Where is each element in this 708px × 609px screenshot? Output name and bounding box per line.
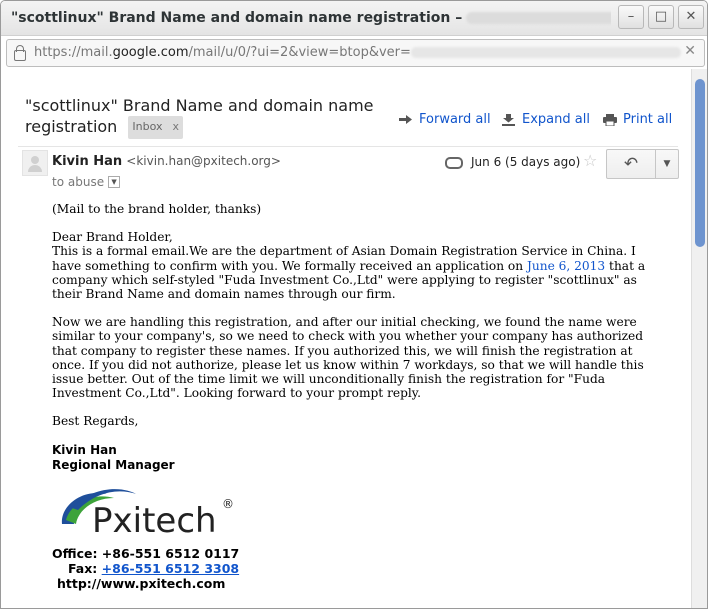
message-view [1,69,691,609]
website: http://www.pxitech.com [57,576,226,591]
maximize-button[interactable]: □ [648,5,674,29]
logo-text: Pxitech [92,501,217,538]
date-link[interactable]: June 6, 2013 [526,258,606,273]
fax-link[interactable]: +86-551 6512 3308 [101,561,240,576]
message-date: Jun 6 (5 days ago) [471,155,581,169]
company-logo [52,480,242,538]
recipient-line[interactable]: to abuse ▼ [52,175,120,189]
expand-icon [502,114,515,125]
paperclip-icon [445,157,463,169]
expand-all-button[interactable]: Expand all [502,112,590,127]
arrow-right-icon [399,114,412,125]
fax-line: Fax: +86-551 6512 3308 [68,561,240,576]
message-body [52,202,662,473]
address-bar[interactable] [6,39,705,67]
paragraph-2: Now we are handling this registration, and after our initial checking, we found the name were similar to your company's, so we need to check with you whether your company has authorized that company to register these names. If you authorized this, we will finish the registration at once. If you did not authorize, please let us know within 7 workdays, so that we will handle this issue better. Out of the time limit we will unconditionally finish the registration for "Fuda Investment Co.,Ltd". Looking forward to your prompt reply. [52,315,644,401]
inbox-label[interactable]: Inbox x [128,116,183,139]
signature-role: Regional Manager [52,457,175,472]
redacted-url [411,47,681,58]
sender[interactable] [52,154,281,169]
paragraph-1: This is a formal email.We are the department of Asian Domain Registration Service in China. I have something to confirm with you. We formally received an application on June 6, 2013 that a company which self-styled "Fuda Investment Co.,Ltd" were applying to register "scottlinux" as their Brand Name and domain names through our firm. [52,244,646,302]
window-title: "scottlinux" Brand Name and domain name registration – [11,10,611,26]
star-icon[interactable]: ☆ [583,151,598,170]
divider [18,146,678,147]
intro-line: (Mail to the brand holder, thanks) [52,202,262,216]
chevron-down-icon[interactable]: ▼ [108,176,120,188]
scrollbar-thumb[interactable] [695,79,705,247]
redacted-email [466,12,611,24]
printer-icon [603,114,616,125]
title-bar[interactable] [1,1,707,36]
sender-email: <kivin.han@pxitech.org> [126,154,281,168]
svg-text:®: ® [222,497,234,511]
close-icon[interactable]: ✕ [684,43,696,59]
greeting: Dear Brand Holder, [52,230,173,245]
remove-label-button[interactable]: x [172,120,180,133]
reply-button-group [606,149,679,179]
office-phone: Office: +86-551 6512 0117 [52,546,240,561]
signature-name: Kivin Han [52,442,117,457]
contact-info [52,546,239,591]
chevron-down-icon: ▼ [663,159,671,169]
more-button[interactable] [656,150,678,178]
close-button[interactable]: ✕ [678,5,704,29]
reply-button[interactable] [607,150,656,178]
forward-all-button[interactable]: Forward all [399,112,491,127]
minimize-button[interactable]: – [618,5,644,29]
thread-subject: "scottlinux" Brand Name and domain name registration Inbox x [25,96,385,139]
scrollbar[interactable] [691,69,708,609]
reply-icon: ↶ [623,154,639,174]
print-all-button[interactable]: Print all [603,112,672,127]
url-text[interactable]: https://mail.google.com/mail/u/0/?ui=2&view=btop&ver= [34,45,681,60]
avatar [22,150,48,176]
sender-name: Kivin Han [52,154,123,169]
lock-icon [14,50,26,61]
closing: Best Regards, [52,414,139,429]
